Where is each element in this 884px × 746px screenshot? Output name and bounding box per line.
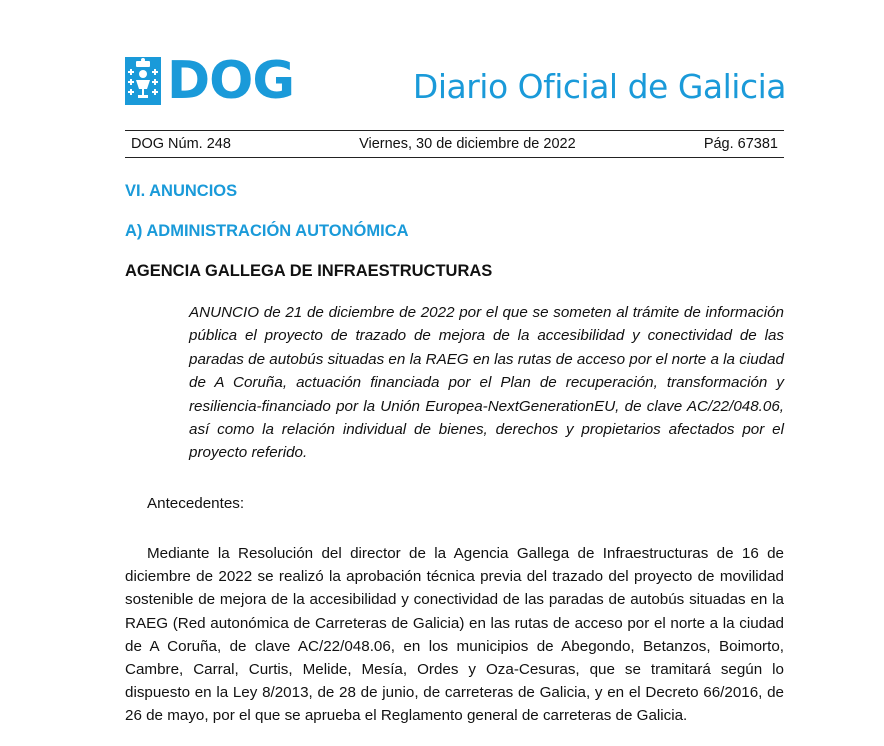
agency-heading: AGENCIA GALLEGA DE INFRAESTRUCTURAS <box>125 262 493 280</box>
section-part: VI. ANUNCIOS <box>125 182 238 200</box>
issue-meta-bar <box>125 130 784 158</box>
section-subpart: A) ADMINISTRACIÓN AUTONÓMICA <box>125 222 409 240</box>
body-paragraph: Mediante la Resolución del director de la Agencia Gallega de Infraestructuras de 16 de diciembre de 2022 se realizó la aprobación técnica previa del trazado del proyecto de movilidad sostenible de mejora de la accesibilidad y conectividad de las paradas de autobús situadas en la RAEG (Red autonómica de Carreteras de Galicia) en las rutas de acceso por el norte a la ciudad de A Coruña, de clave AC/22/048.06, en los municipios de Abegondo, Betanzos, Boimorto, Cambre, Carral, Curtis, Melide, Mesía, Ordes y Oza-Cesuras, que se tramitará según lo dispuesto en la Ley 8/2013, de 28 de junio, de carreteras de Galicia, y en el Decreto 66/2016, de 26 de mayo, por el que se aprueba el Reglamento general de carreteras de Galicia. <box>125 545 784 725</box>
galicia-emblem-icon <box>125 57 161 105</box>
antecedentes-heading: Antecedentes: <box>147 495 245 512</box>
dog-logo <box>125 51 295 111</box>
journal-title: Diario Oficial de Galicia <box>412 67 786 106</box>
logo-text: DOG <box>167 51 295 111</box>
issue-date: Viernes, 30 de diciembre de 2022 <box>359 136 576 152</box>
issue-number: DOG Núm. 248 <box>131 136 231 152</box>
page-number: Pág. 67381 <box>703 136 778 152</box>
announcement-summary: ANUNCIO de 21 de diciembre de 2022 por el que se someten al trámite de información pública el proyecto de trazado de mejora de la accesibilidad y conectividad de las paradas de autobús situadas en la RAEG en las rutas de acceso por el norte a la ciudad de A Coruña, actuación financiada por el Plan de recuperación, transformación y resiliencia-financiado por la Unión Europea-NextGenerationEU, de clave AC/22/048.06, así como la relación individual de bienes, derechos y propietarios afectados por el proyecto referido. <box>189 304 784 462</box>
